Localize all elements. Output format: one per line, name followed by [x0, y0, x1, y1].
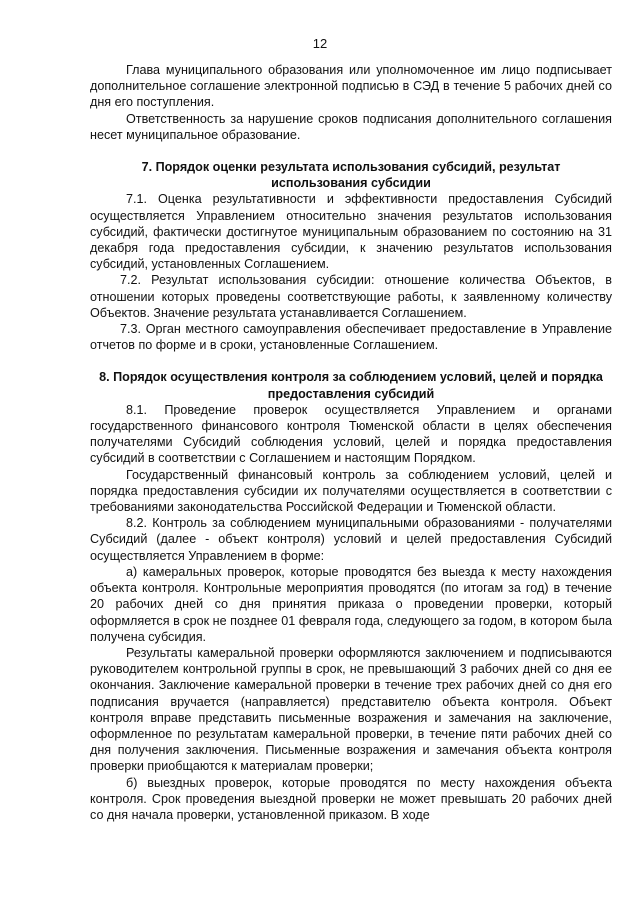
paragraph-8-2-a: а) камеральных проверок, которые проводятся без выезда к месту нахождения объекта контроля. Контрольные мероприятия проводятся (по итогам за год) в течение 20 рабочих дней со дня принятия приказа о проведении проверки, который оформляется в срок не позднее 01 февраля года, следующего за годом, в котором была получена субсидия. — [90, 564, 612, 644]
paragraph-7-2: 7.2. Результат использования субсидии: отношение количества Объектов, в отношении которых проведены соответствующие работы, к заявленному количеству Объектов. Значение результата устанавливается Соглашением. — [90, 273, 612, 320]
paragraph-state-control: Государственный финансовый контроль за соблюдением условий, целей и порядка предоставления субсидии их получателями осуществляется в соответствии с требованиями законодательства Российской Федерации и Тюменской области. — [90, 467, 612, 515]
paragraph-7-1: 7.1. Оценка результативности и эффективности предоставления Субсидий осуществляется Управлением относительно значения результатов использования субсидий, фактически достигнутое муниципальным образованием по состоянию на 31 декабря года предоставления субсидии, к значению результатов использования субсидий, установленных Соглашением. — [90, 192, 612, 272]
paragraph-8-2: 8.2. Контроль за соблюдением муниципальными образованиями - получателями Субсидий (далее - объект контроля) условий и целей предоставления Субсидий осуществляется Управлением в форме: — [90, 516, 612, 563]
paragraph-results: Результаты камеральной проверки оформляются заключением и подписываются руководителем контрольной группы в срок, не превышающий 3 рабочих дней со дня ее окончания. Заключение камеральной проверки в течение трех рабочих дней со дня его подписания вручается (направляется) представителю объекта контроля. Объект контроля вправе представить письменные возражения и замечания на заключение, оформленное по результатам камеральной проверки, в течение пяти рабочих дней со дня получения заключения. Письменные возражения и замечания объекта контроля проверки приобщаются к материалам проверки; — [90, 645, 612, 774]
page-number: 12 — [312, 36, 328, 51]
paragraph-responsibility: Ответственность за нарушение сроков подписания дополнительного соглашения несет муниципальное образование. — [90, 111, 612, 142]
section-7-title: 7. Порядок оценки результата использования субсидий, результат использования субсидии — [141, 160, 561, 191]
section-8-title: 8. Порядок осуществления контроля за соблюдением условий, целей и порядка предоставления субсидий — [99, 370, 603, 401]
paragraph-8-1: 8.1. Проведение проверок осуществляется Управлением и органами государственного финансового контроля Тюменской области в целях обеспечения получателями Субсидий соблюдения условий, целей и порядка предоставления субсидий в соответствии с Соглашением и настоящим Порядком. — [90, 402, 612, 466]
paragraph-8-2-b: б) выездных проверок, которые проводятся по месту нахождения объекта контроля. Срок проведения выездной проверки не может превышать 20 рабочих дней со дня начала проверки, установленной приказом. В ходе — [90, 775, 612, 822]
paragraph-signing: Глава муниципального образования или уполномоченное им лицо подписывает дополнительное соглашение электронной подписью в СЭД в течение 5 рабочих дней со дня его поступления. — [90, 63, 612, 110]
paragraph-7-3: 7.3. Орган местного самоуправления обеспечивает предоставление в Управление отчетов по форме и в сроки, установленные Соглашением. — [90, 322, 612, 353]
document-body — [90, 62, 612, 823]
